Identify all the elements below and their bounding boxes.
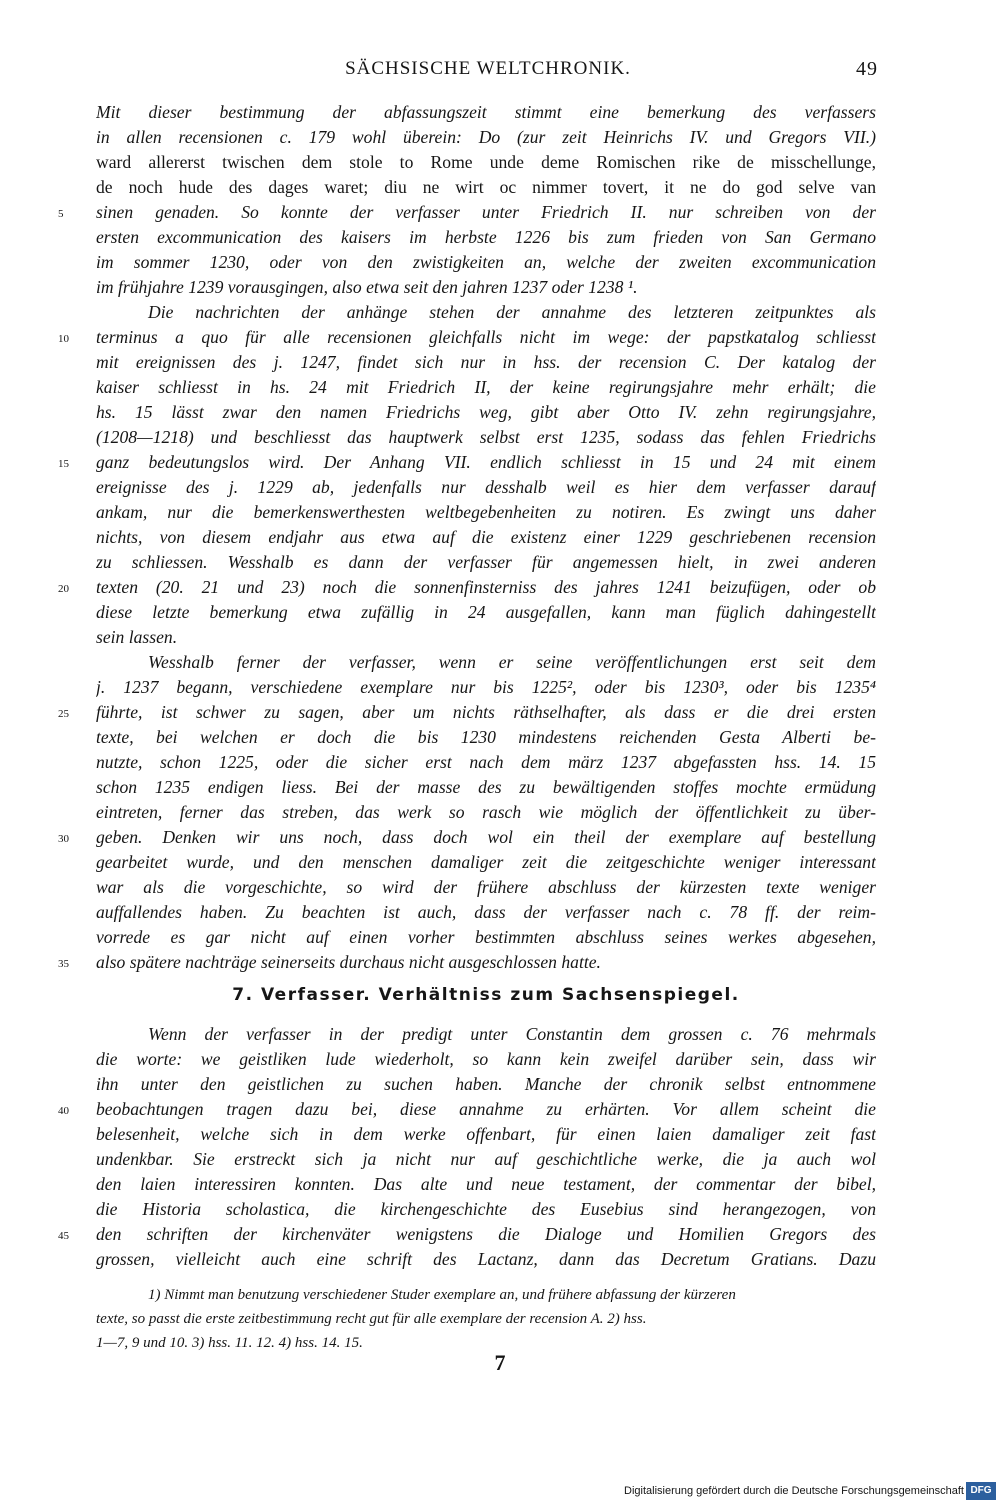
line-number: 25 [58,708,69,720]
text-line: führte, ist schwer zu sagen, aber um nichts räthselhafter, als dass er die drei ersten [96,702,876,722]
text-line: im sommer 1230, oder von den zwistigkeiten an, welche der zweiten excommunication [96,252,876,272]
dfg-logo: DFG [966,1482,996,1500]
text-line: hs. 15 lässt zwar den namen Friedrichs weg, gibt aber Otto IV. zehn regirungsjahre, [96,402,876,422]
text-line: texten (20. 21 und 23) noch die sonnenfinsterniss des jahres 1241 beizufügen, oder ob [96,577,876,597]
text-line: mit ereignissen des j. 1247, findet sich nur in hss. der recension C. Der katalog der [96,352,876,372]
text-line: Die nachrichten der anhänge stehen der annahme des letzteren zeitpunktes als [148,302,876,322]
text-line: (1208—1218) und beschliesst das hauptwerk selbst erst 1235, sodass das fehlen Friedrichs [96,427,876,447]
text-line: Mit dieser bestimmung der abfassungszeit stimmt eine bemerkung des verfassers [96,102,876,122]
signature-mark: 7 [494,1350,506,1375]
text-line: kaiser schliesst in hs. 24 mit Friedrich II, der keine regirungsjahre mehr erhält; die [96,377,876,397]
text-line: texte, bei welchen er doch die bis 1230 mindestens reichenden Gesta Alberti be- [96,727,876,747]
text-line: belesenheit, welche sich in dem werke offenbart, für einen laien damaliger zeit fast [96,1124,876,1144]
text-line: im frühjahre 1239 vorausgingen, also etwa seit den jahren 1237 oder 1238 ¹. [96,277,638,297]
text-line: terminus a quo für alle recensionen gleichfalls nicht im wege: der papstkatalog schliesst [96,327,876,347]
line-number: 15 [58,458,69,470]
text-line: vorrede es gar nicht auf einen vorher bestimmten abschluss seines werkes abgesehen, [96,927,876,947]
text-line: ankam, nur die bemerkenswerthesten weltbegebenheiten zu notiren. Es zwingt uns daher [96,502,876,522]
text-line: gearbeitet wurde, und den menschen damaliger zeit die zeitgeschichte weniger interessant [96,852,876,872]
text-line: Wesshalb ferner der verfasser, wenn er seine veröffentlichungen erst seit dem [148,652,876,672]
line-number: 5 [58,208,64,220]
line-number: 35 [58,958,69,970]
text-line: geben. Denken wir uns noch, dass doch wol ein theil der exemplare auf bestellung [96,827,876,847]
section-heading: 7. Verfasser. Verhältniss zum Sachsenspiegel. [232,985,740,1005]
text-line: nichts, von diesem endjahr aus etwa auf die existenz einer 1229 geschriebenen recension [96,527,876,547]
text-line: eintreten, ferner das streben, das werk so rasch wie möglich der öffentlichkeit zu über- [96,802,876,822]
text-line: nutzte, schon 1225, oder die sicher erst nach dem märz 1237 abgefassten hss. 14. 15 [96,752,876,772]
page-number: 49 [856,58,878,80]
text-line: ganz bedeutungslos wird. Der Anhang VII. endlich schliesst in 15 und 24 mit einem [96,452,876,472]
dfg-credit: Digitalisierung gefördert durch die Deutsche Forschungsgemeinschaft [624,1485,964,1497]
line-number: 45 [58,1230,69,1242]
line-number: 20 [58,583,69,595]
text-line: auffallendes haben. Zu beachten ist auch, dass der verfasser nach c. 78 ff. der reim- [96,902,876,922]
text-line: in allen recensionen c. 179 wohl überein: Do (zur zeit Heinrichs IV. und Gregors VII.) [96,127,876,147]
line-number: 40 [58,1105,69,1117]
text-line: ereignisse des j. 1229 ab, jedenfalls nur desshalb weil es hier dem verfasser darauf [96,477,876,497]
text-line: beobachtungen tragen dazu bei, diese annahme zu erhärten. Vor allem scheint die [96,1099,876,1119]
text-line: sinen genaden. So konnte der verfasser unter Friedrich II. nur schreiben von der [96,202,876,222]
text-line: zu schliessen. Wesshalb es dann der verfasser für angemessen hielt, in zwei anderen [96,552,876,572]
text-line: den laien interessiren konnten. Das alte und neue testament, der commentar der bibel, [96,1174,876,1194]
text-line: undenkbar. Sie erstreckt sich ja nicht nur auf geschichtliche werke, die ja auch wol [96,1149,876,1169]
line-number: 10 [58,333,69,345]
running-title: SÄCHSISCHE WELTCHRONIK. [345,58,631,79]
text-line: ersten excommunication des kaisers im herbste 1226 bis zum frieden von San Germano [96,227,876,247]
text-line: Wenn der verfasser in der predigt unter Constantin dem grossen c. 76 mehrmals [148,1024,876,1044]
text-line: diese letzte bemerkung etwa zufällig in 24 ausgefallen, kann man füglich dahingestellt [96,602,876,622]
text-line: sein lassen. [96,627,178,647]
line-number: 30 [58,833,69,845]
text-line: ward allererst twischen dem stole to Rome unde deme Romischen rike de misschellunge, [96,152,876,172]
text-line: die worte: we geistliken lude wiederholt, so kann kein zweifel darüber sein, dass wir [96,1049,876,1069]
footnote-line: texte, so passt die erste zeitbestimmung recht gut für alle exemplare der recension A. 2) hss. [96,1311,647,1327]
text-line: den schriften der kirchenväter wenigstens die Dialoge und Homilien Gregors des [96,1224,876,1244]
text-line: war als die vorgeschichte, so wird der frühere abschluss der kürzesten texte weniger [96,877,876,897]
text-line: grossen, vielleicht auch eine schrift des Lactanz, dann das Decretum Gratians. Dazu [96,1249,876,1269]
footnote-line: 1—7, 9 und 10. 3) hss. 11. 12. 4) hss. 14. 15. [96,1335,363,1351]
text-line: ihn unter den geistlichen zu suchen haben. Manche der chronik selbst entnommene [96,1074,876,1094]
text-line: die Historia scholastica, die kirchengeschichte des Eusebius sind herangezogen, von [96,1199,876,1219]
text-line: also spätere nachträge seinerseits durchaus nicht ausgeschlossen hatte. [96,952,601,972]
footnote-line: 1) Nimmt man benutzung verschiedener Studer exemplare an, und frühere abfassung der kürzeren [148,1287,736,1303]
running-header [96,58,880,88]
text-line: schon 1235 endigen liess. Bei der masse des zu bewältigenden stoffes mochte ermüdung [96,777,876,797]
text-line: j. 1237 begann, verschiedene exemplare nur bis 1225², oder bis 1230³, oder bis 1235⁴ [96,677,876,697]
text-line: de noch hude des dages waret; diu ne wirt oc nimmer tovert, it ne do god selve van [96,177,876,197]
